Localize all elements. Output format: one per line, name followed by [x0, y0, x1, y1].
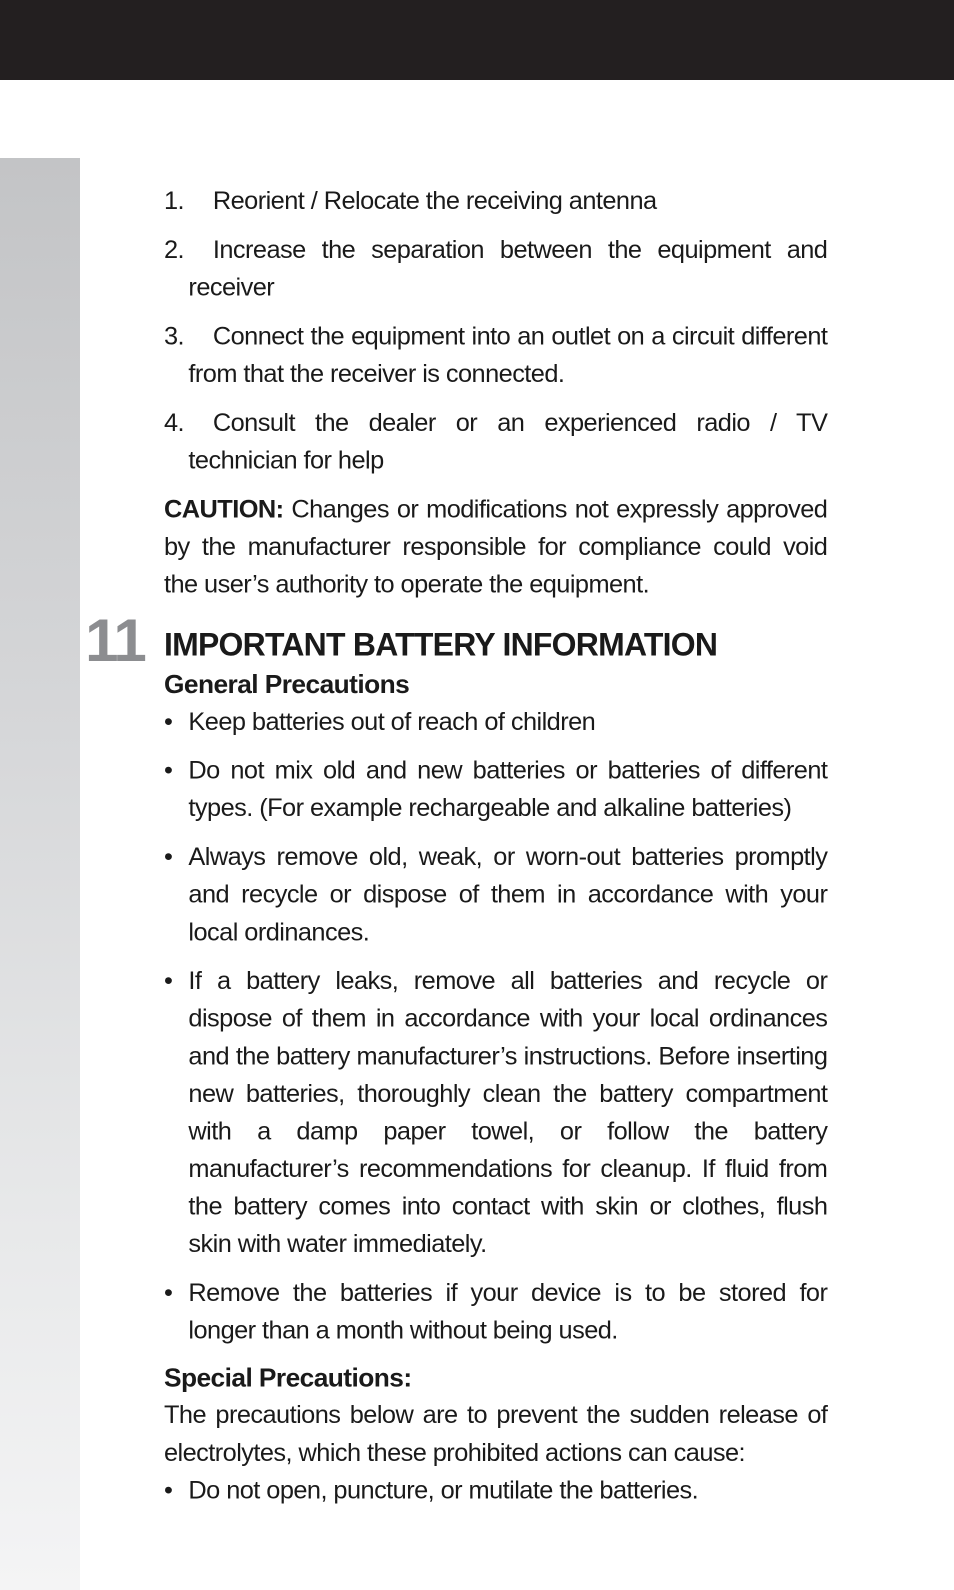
list-item: [164, 703, 827, 741]
item-number: 4.: [164, 408, 185, 437]
bullet-icon: •: [164, 966, 173, 995]
numbered-item: [164, 404, 827, 479]
numbered-item: [164, 182, 827, 220]
section-title: IMPORTANT BATTERY INFORMATION: [164, 627, 718, 664]
item-number: 1.: [164, 186, 185, 215]
bullet-icon: •: [164, 707, 173, 736]
section-heading: [85, 606, 827, 675]
bullet-text: Do not open, puncture, or mutilate the batteries.: [188, 1475, 699, 1505]
top-header-band: [0, 0, 954, 80]
item-number: 3.: [164, 322, 185, 351]
page-content: [85, 182, 828, 1520]
caution-paragraph: [164, 490, 827, 603]
list-item: [164, 962, 827, 1263]
item-text: Increase the separation between the equipment and receiver: [188, 235, 828, 302]
list-item: [164, 751, 827, 826]
bullet-text: Keep batteries out of reach of children: [188, 707, 596, 736]
item-text: Reorient / Relocate the receiving antenna: [212, 186, 657, 215]
caution-text: Changes or modifications not expressly approved by the manufacturer responsible for compliance could void the user’s authority to operate the equipment.: [164, 494, 828, 599]
bullet-text: Do not mix old and new batteries or batteries of different types. (For example rechargeable and alkaline batteries): [188, 756, 828, 822]
section-number: 11: [85, 606, 145, 675]
bullet-text: If a battery leaks, remove all batteries and recycle or dispose of them in accordance with your local ordinances and the battery manufacturer’s instructions. Before inserting new batteries, thoroughly clean the battery compartment with a damp paper towel, or follow the battery manufacturer’s recommendations for cleanup. If fluid from the battery comes into contact with skin or clothes, flush skin with water immediately.: [188, 966, 828, 1258]
special-precautions-heading: Special Precautions:: [164, 1363, 412, 1393]
bullet-icon: •: [164, 1475, 173, 1505]
item-text: Connect the equipment into an outlet on a circuit different from that the receiver is connected.: [188, 322, 828, 388]
caution-label: CAUTION:: [164, 494, 284, 524]
bullet-text: Remove the batteries if your device is to be stored for longer than a month without being used.: [188, 1278, 828, 1345]
list-item: [164, 1471, 827, 1509]
bullet-icon: •: [164, 842, 173, 871]
item-text: Consult the dealer or an experienced radio / TV technician for help: [188, 408, 828, 475]
bullet-icon: •: [164, 756, 173, 785]
numbered-item: [164, 317, 827, 392]
list-item: [164, 1274, 827, 1349]
numbered-item: [164, 231, 827, 306]
list-item: [164, 838, 827, 951]
general-precautions-heading: General Precautions: [164, 669, 410, 699]
special-precautions-intro: The precautions below are to prevent the sudden release of electrolytes, which these prohibited actions can cause:: [164, 1400, 828, 1467]
item-number: 2.: [164, 235, 185, 264]
side-margin-band: [0, 158, 80, 1590]
bullet-icon: •: [164, 1278, 173, 1307]
bullet-text: Always remove old, weak, or worn-out batteries promptly and recycle or dispose of them in accordance with your local ordinances.: [188, 842, 828, 946]
